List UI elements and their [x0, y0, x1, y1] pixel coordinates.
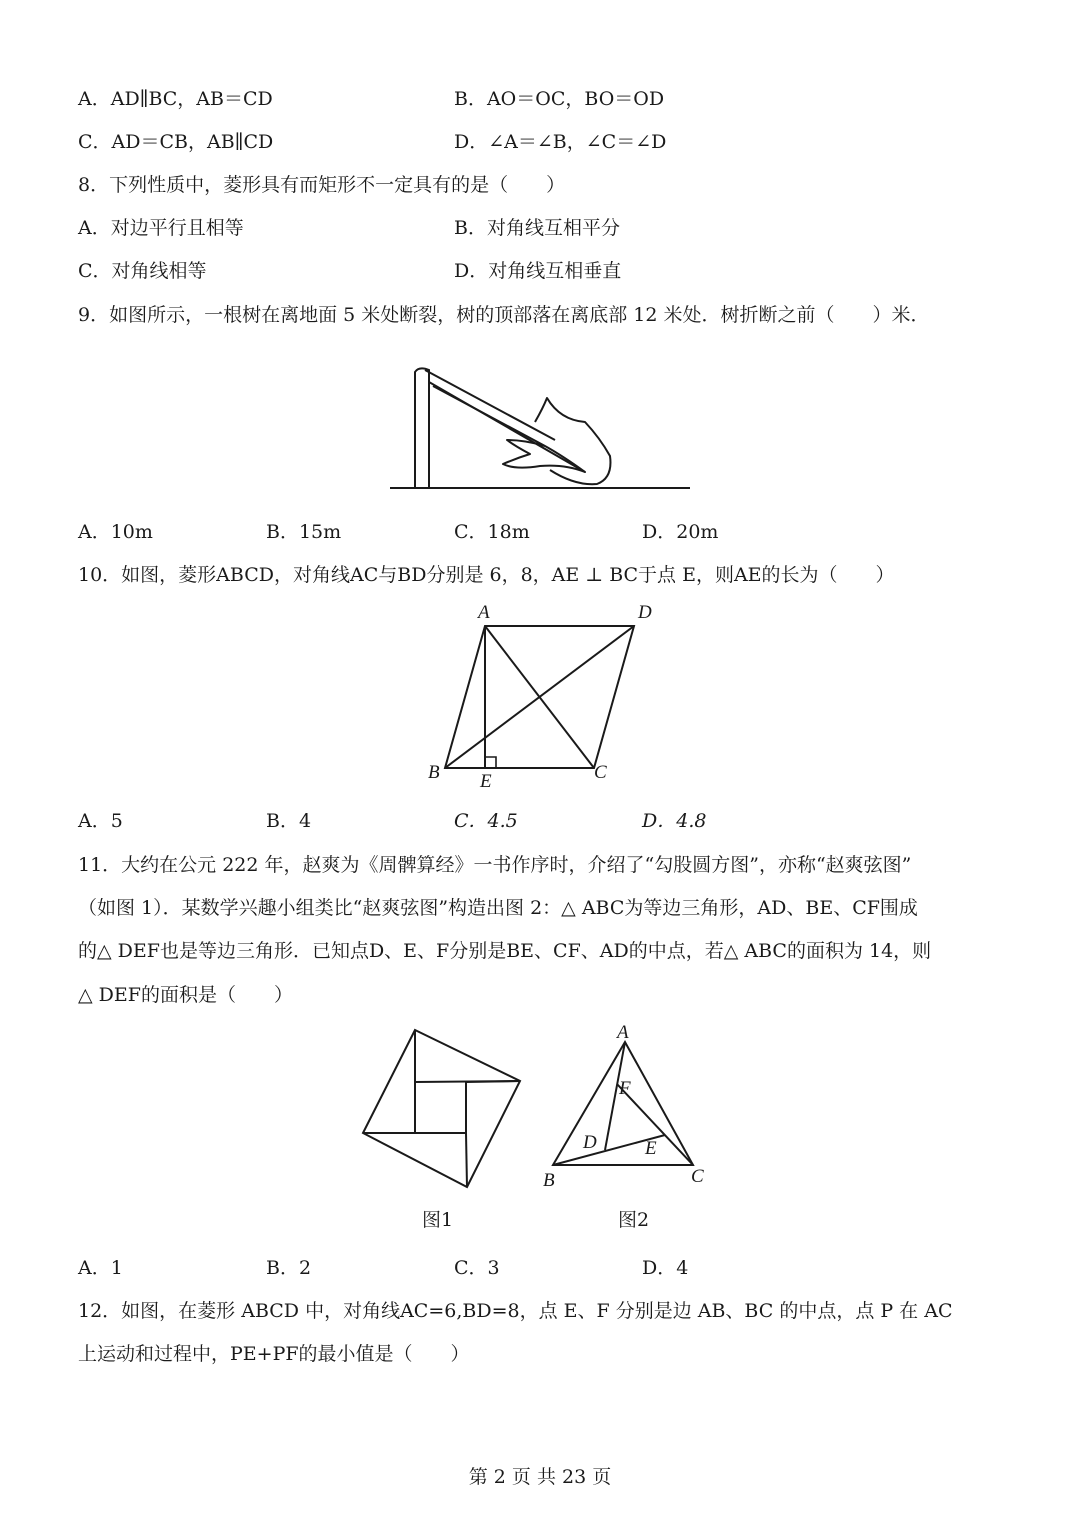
label-d: D	[583, 1132, 597, 1153]
label-c: C	[594, 762, 607, 783]
q11-option-b: B．2	[266, 1257, 312, 1279]
q8-option-a: A．对边平行且相等	[78, 217, 244, 239]
q9-option-b: B．15m	[266, 521, 342, 543]
label-e: E	[645, 1138, 657, 1159]
label-b: B	[428, 762, 440, 783]
equilateral-triangle-figure-2	[535, 1020, 725, 1195]
q12-stem-line1: 12．如图，在菱形 ABCD 中，对角线AC=6,BD=8，点 E、F 分别是边 AB、BC 的中点，点 P 在 AC	[78, 1300, 953, 1322]
q8-option-d: D．对角线互相垂直	[454, 260, 622, 282]
q11-stem-line4: △ DEF的面积是（ ）	[78, 984, 293, 1006]
fig2-caption: 图2	[618, 1209, 650, 1231]
q7-option-c: C．AD＝CB，AB∥CD	[78, 131, 274, 153]
q8-option-c: C．对角线相等	[78, 260, 207, 282]
q10-option-c: C．4.5	[454, 810, 518, 832]
rhombus-figure	[420, 598, 660, 793]
label-c: C	[691, 1166, 704, 1187]
q10-stem: 10．如图，菱形ABCD，对角线AC与BD分别是 6，8，AE ⊥ BC于点 E，则AE的长为（ ）	[78, 564, 895, 586]
q10-option-b: B．4	[266, 810, 312, 832]
q11-option-d: D．4	[642, 1257, 689, 1279]
q7-option-b: B．AO＝OC，BO＝OD	[454, 88, 665, 110]
q7-option-d: D．∠A＝∠B，∠C＝∠D	[454, 131, 667, 153]
q8-option-b: B．对角线互相平分	[454, 217, 620, 239]
q9-option-d: D．20m	[642, 521, 719, 543]
q11-stem-line1: 11．大约在公元 222 年，赵爽为《周髀算经》一书作序时，介绍了“勾股圆方图”，亦称“赵爽弦图”	[78, 854, 912, 876]
zhao-shuang-figure-1	[360, 1025, 525, 1190]
q9-option-a: A．10m	[78, 521, 153, 543]
q8-stem: 8．下列性质中，菱形具有而矩形不一定具有的是（ ）	[78, 174, 566, 196]
q9-stem: 9．如图所示，一根树在离地面 5 米处断裂，树的顶部落在离底部 12 米处．树折断之前（ ）米．	[78, 304, 930, 326]
q11-stem-line3: 的△ DEF也是等边三角形．已知点D、E、F分别是BE、CF、AD的中点，若△ ABC的面积为 14，则	[78, 940, 932, 962]
q10-option-d: D．4.8	[642, 810, 707, 832]
q11-option-c: C．3	[454, 1257, 500, 1279]
trunk	[415, 368, 429, 488]
broken-tree-figure	[385, 360, 695, 500]
label-e: E	[480, 771, 492, 792]
q9-option-c: C．18m	[454, 521, 530, 543]
page-footer: 第 2 页 共 23 页	[468, 1466, 612, 1488]
label-f: F	[619, 1078, 631, 1099]
q7-option-a: A．AD∥BC，AB＝CD	[78, 88, 273, 110]
fallen-top	[425, 370, 610, 484]
q12-stem-line2: 上运动和过程中，PE+PF的最小值是（ ）	[78, 1343, 470, 1365]
q11-option-a: A．1	[78, 1257, 123, 1279]
diagonal-bd	[445, 626, 634, 768]
label-d: D	[638, 602, 652, 623]
label-a: A	[617, 1022, 629, 1043]
right-angle-mark	[485, 757, 496, 768]
label-b: B	[543, 1170, 555, 1191]
outer-square	[363, 1030, 520, 1187]
q10-option-a: A．5	[78, 810, 123, 832]
q11-stem-line2: （如图 1）．某数学兴趣小组类比“赵爽弦图”构造出图 2：△ ABC为等边三角形，AD、BE、CF围成	[78, 897, 918, 919]
fig1-caption: 图1	[422, 1209, 454, 1231]
label-a: A	[478, 602, 490, 623]
fallen-top-line2	[429, 382, 585, 472]
